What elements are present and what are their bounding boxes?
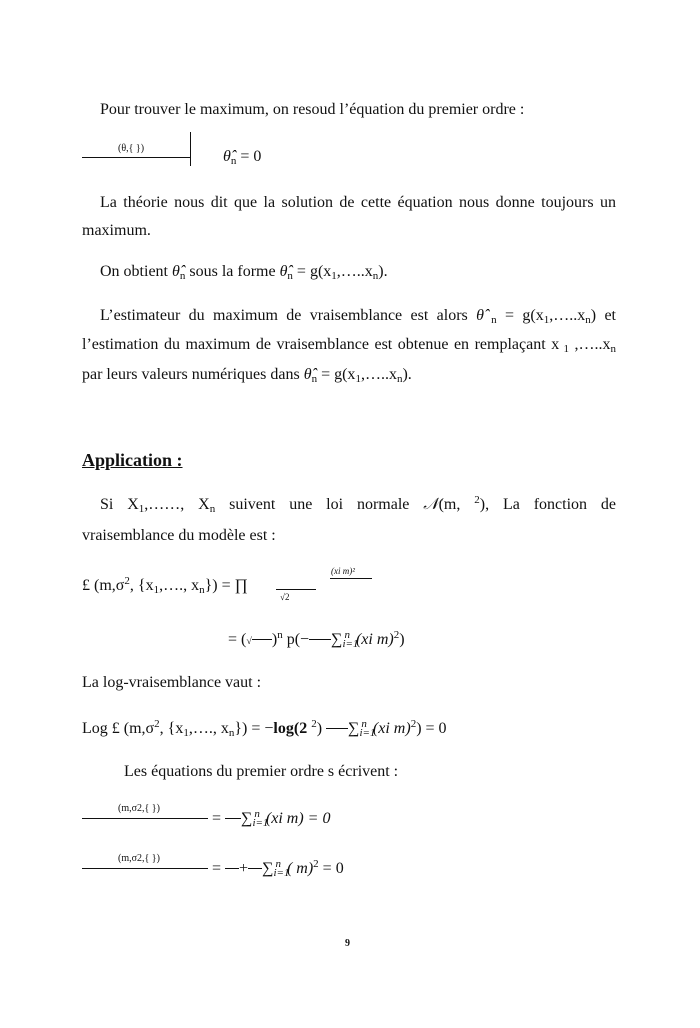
para1-line1: La théorie nous dit que la solution de cette équation nous donne toujours un [100,194,616,211]
eq1-eval-bar [190,132,191,166]
eqB-rhs: = + $\sum_{i=1}^n$ ( m)$^2$ = 0 [212,858,344,879]
para3-line3: par leurs valeurs numériques dans $\thetâ_n$ = $g(x_1,\dots..x_n)$. [82,366,412,385]
likelihood-lhs: £ ($m,\sigma^2$, {$x_1,\dots$., $x_n$}) = ∏ [82,575,248,596]
eq2-minus-frac [309,639,331,640]
page-number: 9 [345,938,350,949]
likelihood-exponent: (xi m)² [331,566,355,576]
logv-label: La log-vraisemblance vaut : [82,674,262,691]
eq1-fraction-bar [82,157,190,158]
para3-line1: L’estimateur du maximum de vraisemblance est alors θ̂ $_n = g(x_1,\dots..x_n)$ et [100,307,616,326]
likelihood-fraction-bar [276,589,316,590]
eqA-fraction-bar [82,818,208,819]
eqA-minus-frac [225,818,241,819]
eqB-numerator: (m,σ2,{ }) [118,853,160,864]
application-line1: Si $X_1,\dots\dots$, $X_n$ suivent une loi normale 𝒩(m, $^2$), La fonction de [100,494,616,515]
para3-line2: l’estimation du maximum de vraisemblance est obtenue en remplaçant x $_1$ $,\dots..x_n$ [82,336,616,355]
eqA-rhs: = $\sum_{i=1}^n$ (xi m) = 0 [212,808,331,829]
eqB-frac-2 [248,868,262,869]
likelihood-sqrt: √2 [280,592,290,602]
likelihood-exponent-bar [330,578,372,579]
eq2-fraction-bar [252,639,272,640]
eqA-numerator: (m,σ2,{ }) [118,803,160,814]
eqB-frac-1 [225,868,239,869]
eq1-numerator: (θ,{ }) [118,143,145,154]
logv-minus-frac [326,728,348,729]
intro-text: Pour trouver le maximum, on resoud l’équation du premier ordre : [100,101,525,118]
application-line2: vraisemblance du modèle est : [82,527,276,544]
para2-text: On obtient $\thetâ_n$ sous la forme $\thetâ_n$ = $g(x_1,\dots..x_n)$. [100,263,388,282]
eq1-rhs: $\thetâ_n = 0$ [223,148,262,167]
eqB-fraction-bar [82,868,208,869]
likelihood-eq2: = (√ )$^n$ $p(- \sum_{i=1}^n$ (xi m)$^2$) [228,629,405,650]
application-heading: Application : [82,450,183,470]
logv-equation: Log £ ($m,\sigma^2$, {$x_1,\dots$., $x_n\}) = -\log(2$ $^2$) $\sum_{i=1}^n$ (xi m)$^2$) = 0 [82,718,447,739]
first-order-label: Les équations du premier ordre s écrivent : [124,763,399,780]
para1-line2: maximum. [82,222,151,239]
